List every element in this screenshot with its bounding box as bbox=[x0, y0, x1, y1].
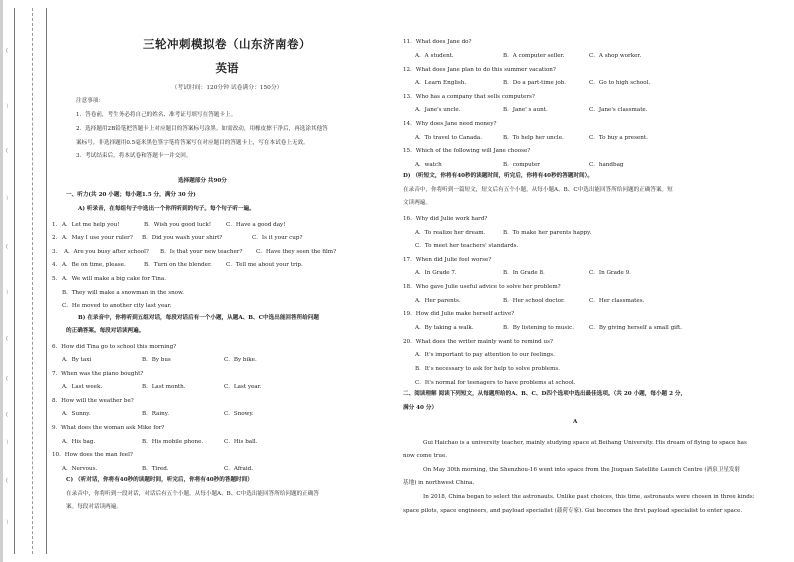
question-text: 14．Why does Jane need money? bbox=[403, 121, 497, 127]
binding-mark: ( bbox=[6, 148, 8, 154]
option-c: C．Snowy. bbox=[224, 411, 254, 417]
binding-mark: ） bbox=[6, 196, 12, 202]
option-a: A．By taxi bbox=[62, 357, 92, 363]
option-a: A．His bag. bbox=[62, 439, 96, 445]
question-text: 18．Who gave Julie useful advice to solve her problem? bbox=[403, 284, 561, 290]
part-instruction: 的正确答案。每段对话读两遍。 bbox=[66, 328, 145, 334]
option-b: B．By listening to music. bbox=[503, 325, 574, 331]
binding-mark: ） bbox=[6, 440, 12, 446]
exam-info: （考试时间：120分钟 试卷满分：150分） bbox=[171, 85, 283, 91]
part-instruction: C) （听对话，你将有40秒的读题时间，听完后，你将有40秒的答题时间） bbox=[66, 477, 253, 483]
part-heading: 一、听力(共 20 小题；每小题1.5 分，满分 30 分) bbox=[66, 192, 196, 198]
option-c: C．His ball. bbox=[224, 439, 258, 445]
subject-title: 英语 bbox=[215, 61, 239, 75]
option-c: C．Go to high school. bbox=[589, 80, 651, 86]
option-c: C．Have a good day! bbox=[226, 222, 286, 228]
option-c: C．He moved to another city last year. bbox=[62, 303, 172, 309]
option-c: C．A shop worker. bbox=[589, 53, 642, 59]
binding-dash-line bbox=[32, 8, 33, 554]
option-a: A．Learn English. bbox=[415, 80, 467, 86]
option-a: A．To travel to Canada. bbox=[415, 135, 483, 141]
binding-mark: ( bbox=[6, 336, 8, 342]
option-b: B．Turn on the blender. bbox=[144, 262, 212, 268]
option-b: B．Rainy. bbox=[142, 411, 169, 417]
question-text: 6．How did Tina go to school this morning? bbox=[52, 344, 177, 350]
part-heading: 满分 40 分） bbox=[403, 405, 438, 411]
question-text: 7．When was the piano bought? bbox=[52, 371, 144, 377]
question-number: 4． bbox=[52, 262, 62, 268]
binding-strip bbox=[0, 0, 56, 562]
question-text: 16．Why did Julie work hard? bbox=[403, 216, 488, 222]
option-b: B．computer bbox=[503, 162, 540, 168]
option-a: A．By taking a walk. bbox=[415, 325, 474, 331]
option-a: A．Let me help you! bbox=[62, 222, 120, 228]
option-a: A．May I use your ruler? bbox=[62, 235, 133, 241]
question-text: 10．How does the man feel? bbox=[52, 452, 133, 458]
option-c: C．Jane's classmate. bbox=[589, 107, 648, 113]
binding-mark: ( bbox=[6, 48, 8, 54]
option-a: A．To realize her dream. bbox=[415, 230, 486, 236]
part-instruction: A) 听录音，在每组句子中选出一个你所听到的句子。每个句子听一遍。 bbox=[78, 206, 255, 212]
binding-mark: ( bbox=[6, 412, 8, 418]
option-c: C．Have they seen the film? bbox=[256, 249, 337, 255]
option-b: B．To help her uncle. bbox=[503, 135, 564, 141]
question-number: 3． bbox=[52, 249, 62, 255]
passage-line: space pilots, space engineers, and payload specialist (载荷专家). Gui becomes the first payload specialist to enter space. bbox=[403, 508, 743, 514]
option-a: A．Nervous. bbox=[62, 466, 98, 472]
option-c: C．To buy a present. bbox=[589, 135, 648, 141]
part-instruction: 案。每段对话读两遍。 bbox=[66, 504, 122, 510]
notes-heading: 注意事项： bbox=[76, 98, 104, 104]
binding-mark: ( bbox=[6, 244, 8, 250]
option-a: A．Are you busy after school? bbox=[64, 249, 149, 255]
option-b: B．Do a part-time job. bbox=[503, 80, 567, 86]
question-text: 15．Which of the following will Jane choose? bbox=[403, 148, 531, 154]
question-text: 17．When did Julie feel worse? bbox=[403, 257, 492, 263]
question-number: 1． bbox=[52, 222, 62, 228]
question-number: 2． bbox=[52, 235, 62, 241]
option-b: B．By bus bbox=[142, 357, 171, 363]
option-a: A．Sunny. bbox=[62, 411, 91, 417]
question-number: 5． bbox=[52, 276, 62, 282]
option-a: A．Jane's uncle. bbox=[415, 107, 461, 113]
option-c: C．It's normal for teenagers to have problems at school. bbox=[415, 380, 576, 386]
option-a: A．watch bbox=[415, 162, 442, 168]
option-c: C．Is it your cup? bbox=[252, 235, 303, 241]
option-a: A．Last week. bbox=[62, 384, 103, 390]
option-c: C．In Grade 9. bbox=[589, 270, 631, 276]
option-c: C．Tell me about your trip. bbox=[226, 262, 303, 268]
option-c: C．By giving herself a small gift. bbox=[589, 325, 683, 331]
binding-mark: ） bbox=[6, 104, 12, 110]
option-a: A．We will make a big cake for Tina. bbox=[62, 276, 166, 282]
option-c: C．handbag bbox=[589, 162, 624, 168]
passage-line: now come true. bbox=[403, 453, 448, 459]
question-text: 9．What does the woman ask Mike for? bbox=[52, 425, 165, 431]
option-b: B．In Grade 8. bbox=[503, 270, 545, 276]
part-instruction: 在录音中，你将听到一篇短文，短文后有五个小题，从每小题A、B、C中选出能回答所给问题的正确答案。短 bbox=[403, 187, 673, 193]
option-b: B．To make her parents happy. bbox=[503, 230, 592, 236]
option-c: C．Afraid. bbox=[224, 466, 254, 472]
option-b: B．Last month. bbox=[142, 384, 186, 390]
part-instruction: 文读两遍。 bbox=[403, 200, 431, 206]
option-b: B．It's necessary to ask for help to solve problems. bbox=[415, 366, 561, 372]
question-text: 13．Who has a company that sells computers? bbox=[403, 94, 535, 100]
passage-line: Gui Haichao is a university teacher, mainly studying space at Beihang University. His dream of flying to space has bbox=[423, 440, 747, 446]
option-c: C．To meet her teachers' standards. bbox=[415, 243, 519, 249]
part-instruction: B) 在录音中，你将听到五组对话，每段对话后有一个小题，从题A、B、C中选出能回答所给问题 bbox=[78, 315, 319, 321]
option-a: A．It's important to pay attention to our feelings. bbox=[415, 352, 555, 358]
option-a: A．Be on time, please. bbox=[62, 262, 126, 268]
binding-line bbox=[46, 8, 47, 554]
section-heading: 选择题部分 共90分 bbox=[178, 178, 227, 184]
part-instruction: D) （听短文，你将有40秒的读题时间，听完后，你将有40秒的答题时间）。 bbox=[403, 173, 594, 179]
page-edge bbox=[0, 0, 3, 562]
passage-line: On May 30th morning, the Shenzhou-16 went into space from the Jiuquan Satellite Launch Centre (酒泉卫星发射 bbox=[423, 467, 741, 473]
question-text: 19．How did Julie make herself active? bbox=[403, 311, 515, 317]
option-b: B．Tired. bbox=[142, 466, 169, 472]
question-text: 11．What does Jane do? bbox=[403, 39, 472, 45]
passage-line: In 2018, China began to select the astronauts. Unlike past choices, this time, astronauts were chosen in three kinds: bbox=[423, 494, 755, 500]
binding-mark: ） bbox=[6, 290, 12, 296]
question-text: 20．What does the writer mainly want to remind us? bbox=[403, 339, 553, 345]
option-b: B．His mobile phone. bbox=[142, 439, 204, 445]
binding-mark: ） bbox=[6, 520, 12, 526]
notes-item: 1．答卷前，考生务必将自己的姓名、准考证号填写在答题卡上。 bbox=[76, 112, 237, 118]
notes-item: 3．考试结束后，将本试卷和答题卡一并交回。 bbox=[76, 153, 192, 159]
option-b: B．Is that your new teacher? bbox=[160, 249, 243, 255]
part-heading: 二、阅读理解 阅读下列短文，从每题所给的A、B、C、D四个选项中选出最佳选项。（共 20 小题，每小题 2 分， bbox=[403, 391, 687, 397]
binding-line bbox=[14, 8, 15, 554]
option-b: B．They will make a snowman in the snow. bbox=[62, 290, 184, 296]
option-a: A．Her parents. bbox=[415, 298, 461, 304]
binding-mark: ( bbox=[6, 376, 8, 382]
option-a: A．In Grade 7. bbox=[415, 270, 457, 276]
notes-item: 案标号。非选择题用0.5毫米黑色签字笔将答案写在对应题目的答题卡上，写在本试卷上无效。 bbox=[76, 140, 309, 146]
question-text: 8．How will the weather be? bbox=[52, 398, 134, 404]
option-b: B．Her school doctor. bbox=[503, 298, 565, 304]
passage-label: A bbox=[573, 419, 578, 425]
option-b: B．A computer seller. bbox=[503, 53, 565, 59]
option-c: C．Last year. bbox=[224, 384, 262, 390]
option-b: B．Did you wash your shirt? bbox=[142, 235, 223, 241]
option-b: B．Wish you good luck! bbox=[144, 222, 212, 228]
notes-item: 2．选择题用2B铅笔把答题卡上对应题目的答案标号涂黑。如需改动，用橡皮擦干净后，再选涂其他答 bbox=[76, 126, 328, 132]
option-a: A．A student. bbox=[415, 53, 454, 59]
page-title: 三轮冲刺模拟卷（山东济南卷） bbox=[143, 37, 311, 51]
part-instruction: 在录音中，你将听到一段对话，对话后有五个小题，从每小题A、B、C中选出能回答所给问题的正确答 bbox=[66, 491, 319, 497]
option-c: C．Her classmates. bbox=[589, 298, 645, 304]
question-text: 12．What does Jane plan to do this summer vacation? bbox=[403, 67, 556, 73]
option-b: B．Jane' s aunt. bbox=[503, 107, 548, 113]
binding-mark: ( bbox=[6, 478, 8, 484]
passage-line: 基地) in northwest China. bbox=[403, 480, 475, 486]
option-c: C．By bike. bbox=[224, 357, 257, 363]
